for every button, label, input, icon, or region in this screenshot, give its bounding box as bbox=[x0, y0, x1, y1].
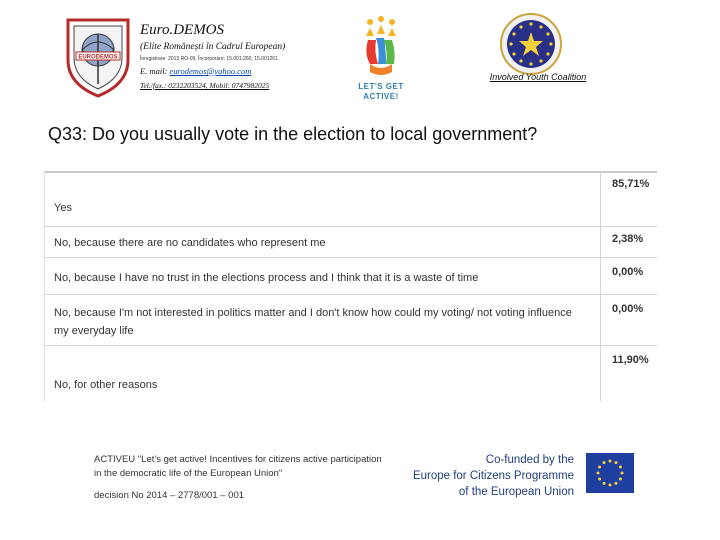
email-link[interactable]: eurodemos@yahoo.com bbox=[169, 66, 252, 76]
involved-youth-coalition-logo bbox=[498, 12, 564, 76]
column-divider bbox=[600, 171, 601, 226]
eurodemos-logo bbox=[62, 14, 134, 98]
email-label: E. mail: bbox=[140, 66, 168, 76]
column-divider bbox=[600, 346, 601, 401]
row-value: 0,00% bbox=[612, 266, 644, 278]
table-row bbox=[44, 227, 657, 258]
coalition-label: Involved Youth Coalition bbox=[489, 72, 587, 82]
lets-get-active-logo bbox=[356, 14, 406, 102]
org-subtitle: (Elite Românești în Cadrul European) bbox=[140, 42, 286, 52]
row-label: No, for other reasons bbox=[54, 379, 158, 391]
eu-flag-icon bbox=[586, 453, 634, 493]
org-registration: Înregistrare: 2013 RO-09, Încorporare: 15.001.260, 15.001261 bbox=[140, 56, 278, 62]
logo-left-text: EURODEMOS bbox=[78, 54, 118, 61]
table-row bbox=[44, 171, 657, 227]
table-row bbox=[44, 258, 657, 295]
table-row bbox=[44, 346, 657, 401]
cofunded-text bbox=[404, 452, 574, 500]
row-label: No, because I'm not interested in politics matter and I don't know how could my voting/ not voting influence my everyday life bbox=[54, 307, 572, 337]
row-label: No, because there are no candidates who represent me bbox=[54, 237, 326, 249]
cofunded-line1: Co-funded by the bbox=[485, 454, 574, 466]
project-description: ACTIVEU "Let's get active! Incentives for citizens active participation in the democratic life of the European Union" bbox=[94, 454, 382, 479]
column-divider bbox=[600, 295, 601, 345]
org-info bbox=[140, 22, 350, 90]
org-name: Euro.DEMOS bbox=[140, 22, 225, 38]
row-label: No, because I have no trust in the elections process and I think that it is a waste of time bbox=[54, 272, 479, 284]
decision-number: decision No 2014 – 2778/001 – 001 bbox=[94, 490, 245, 501]
cofunded-line3: of the European Union bbox=[458, 486, 574, 498]
row-value: 0,00% bbox=[612, 303, 644, 315]
results-table bbox=[44, 171, 657, 401]
table-row bbox=[44, 295, 657, 346]
row-value: 2,38% bbox=[612, 233, 644, 245]
row-value: 85,71% bbox=[612, 178, 650, 190]
lets-line1: LET'S GET bbox=[358, 82, 404, 91]
org-phone: Tel./fax.: 0232203524, Mobil: 0747982025 bbox=[140, 81, 270, 90]
question-title: Q33: Do you usually vote in the election to local government? bbox=[48, 124, 538, 144]
column-divider bbox=[600, 227, 601, 257]
column-divider bbox=[600, 258, 601, 294]
lets-line2: ACTIVE! bbox=[363, 92, 399, 101]
row-label: Yes bbox=[54, 202, 72, 214]
cofunded-line2: Europe for Citizens Programme bbox=[412, 470, 574, 482]
row-value: 11,90% bbox=[612, 354, 649, 366]
org-email-line bbox=[140, 66, 350, 76]
